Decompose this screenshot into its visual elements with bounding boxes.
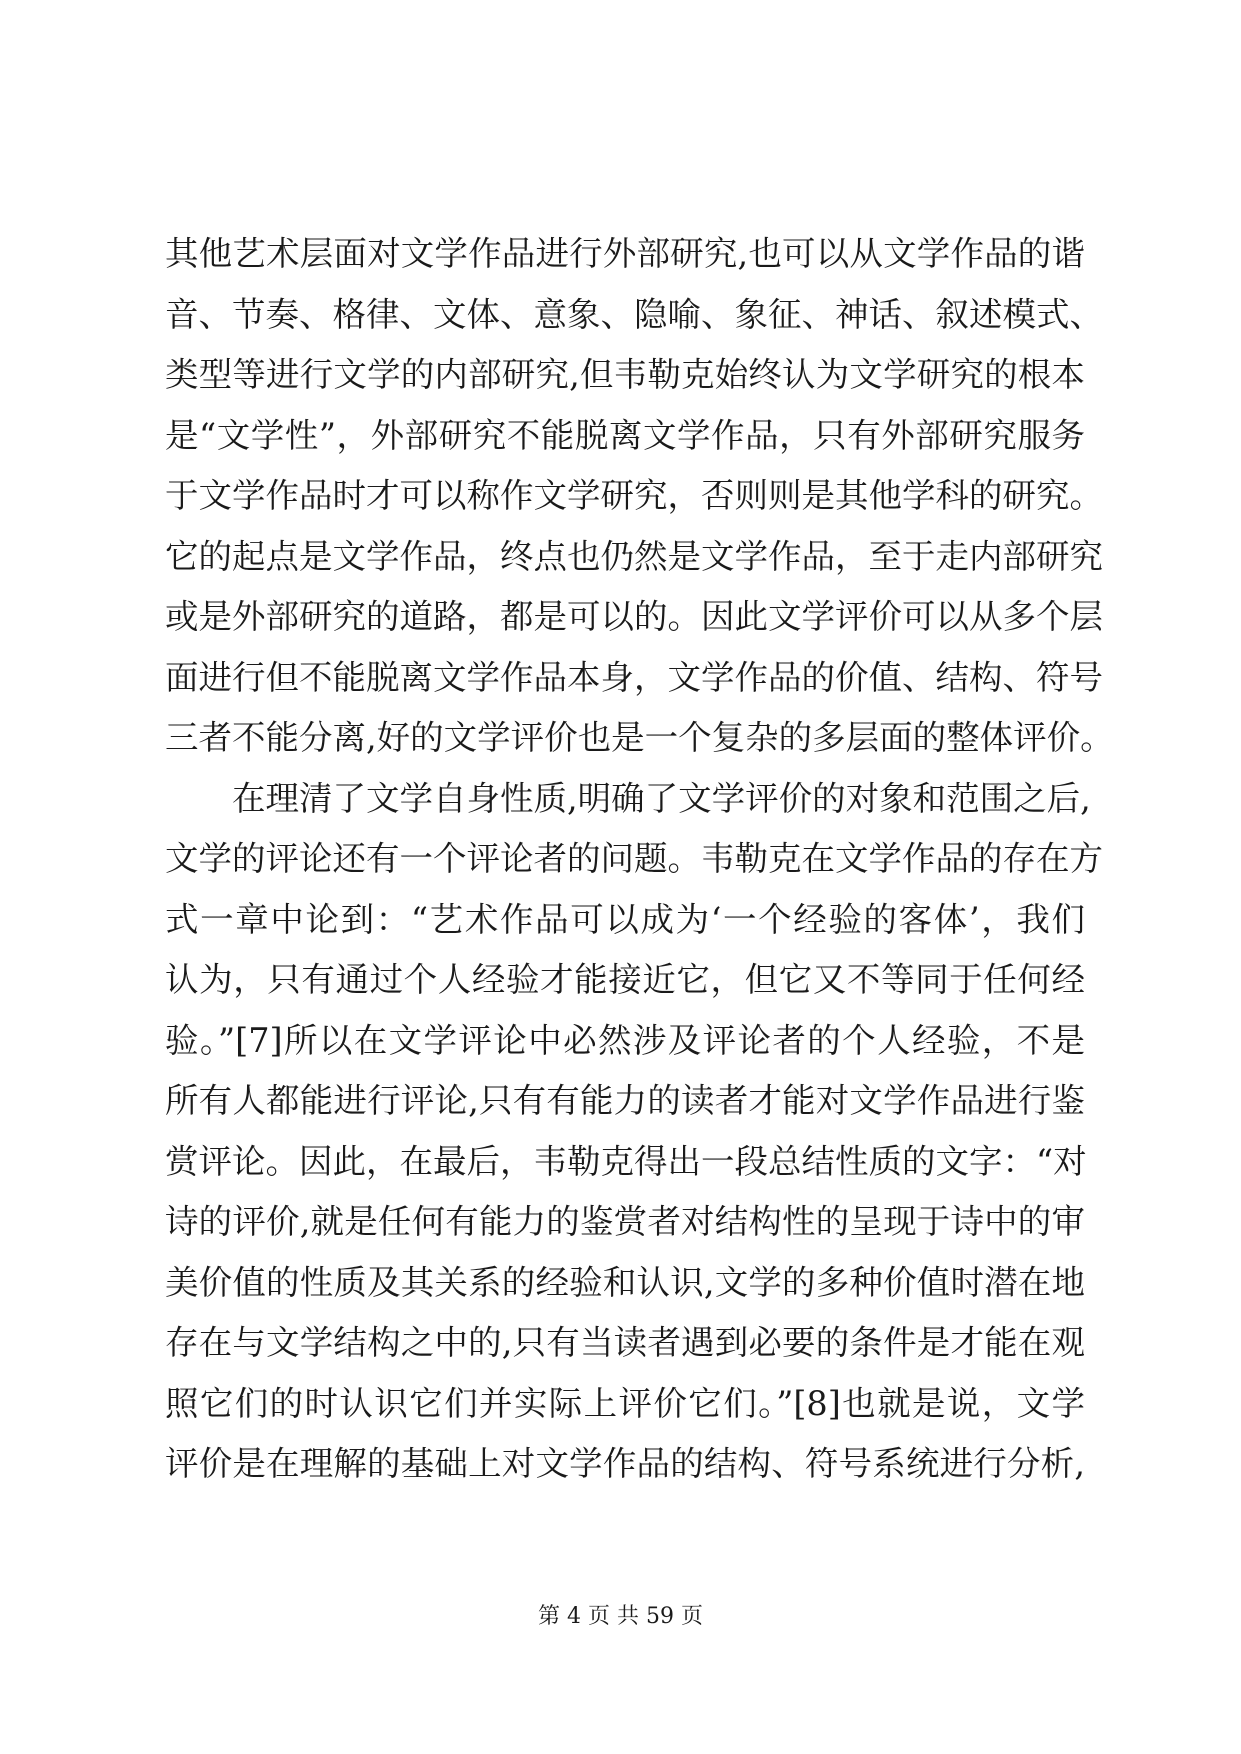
text-line: 它的起点是文学作品，终点也仍然是文学作品，至于走内部研究 <box>165 536 1103 576</box>
text-line: 于文学作品时才可以称作文学研究，否则则是其他学科的研究。 <box>165 476 1103 515</box>
text-line: 其他艺术层面对文学作品进行外部研究,也可以从文学作品的谐 <box>165 234 1085 273</box>
text-line: 诗的评价,就是任何有能力的鉴赏者对结构性的呈现于诗中的审 <box>165 1202 1085 1241</box>
text-line: 音、节奏、格律、文体、意象、隐喻、象征、神话、叙述模式、 <box>165 294 1103 334</box>
text-line: 是“文学性”，外部研究不能脱离文学作品，只有外部研究服务 <box>165 415 1085 455</box>
text-line: 存在与文学结构之中的,只有当读者遇到必要的条件是才能在观 <box>165 1323 1085 1362</box>
text-line: 类型等进行文学的内部研究,但韦勒克始终认为文学研究的根本 <box>165 355 1085 394</box>
body-text <box>165 224 1114 1495</box>
text-line: 面进行但不能脱离文学作品本身，文学作品的价值、结构、符号 <box>165 657 1103 697</box>
page-number-footer: 第 4 页 共 59 页 <box>538 1604 703 1629</box>
text-line: 认为，只有通过个人经验才能接近它，但它又不等同于任何经 <box>165 960 1085 999</box>
text-line: 赏评论。因此，在最后，韦勒克得出一段总结性质的文字：“对 <box>165 1141 1087 1181</box>
paragraph-first-line: 在理清了文学自身性质,明确了文学评价的对象和范围之后, <box>232 778 1091 818</box>
text-line: 所有人都能进行评论,只有有能力的读者才能对文学作品进行鉴 <box>165 1081 1085 1120</box>
text-line: 三者不能分离,好的文学评价也是一个复杂的多层面的整体评价。 <box>165 718 1114 757</box>
text-line: 评价是在理解的基础上对文学作品的结构、符号系统进行分析, <box>165 1444 1085 1483</box>
text-line: 美价值的性质及其关系的经验和认识,文学的多种价值时潜在地 <box>165 1262 1085 1302</box>
text-line: 文学的评论还有一个评论者的问题。韦勒克在文学作品的存在方 <box>165 839 1103 878</box>
text-line: 式一章中论到：“艺术作品可以成为‘一个经验的客体’，我们 <box>165 899 1085 939</box>
text-line: 照它们的时认识它们并实际上评价它们。”[8]也就是说，文学 <box>165 1383 1085 1423</box>
text-line: 或是外部研究的道路，都是可以的。因此文学评价可以从多个层 <box>165 597 1103 636</box>
text-line: 验。”[7]所以在文学评论中必然涉及评论者的个人经验，不是 <box>165 1020 1085 1060</box>
